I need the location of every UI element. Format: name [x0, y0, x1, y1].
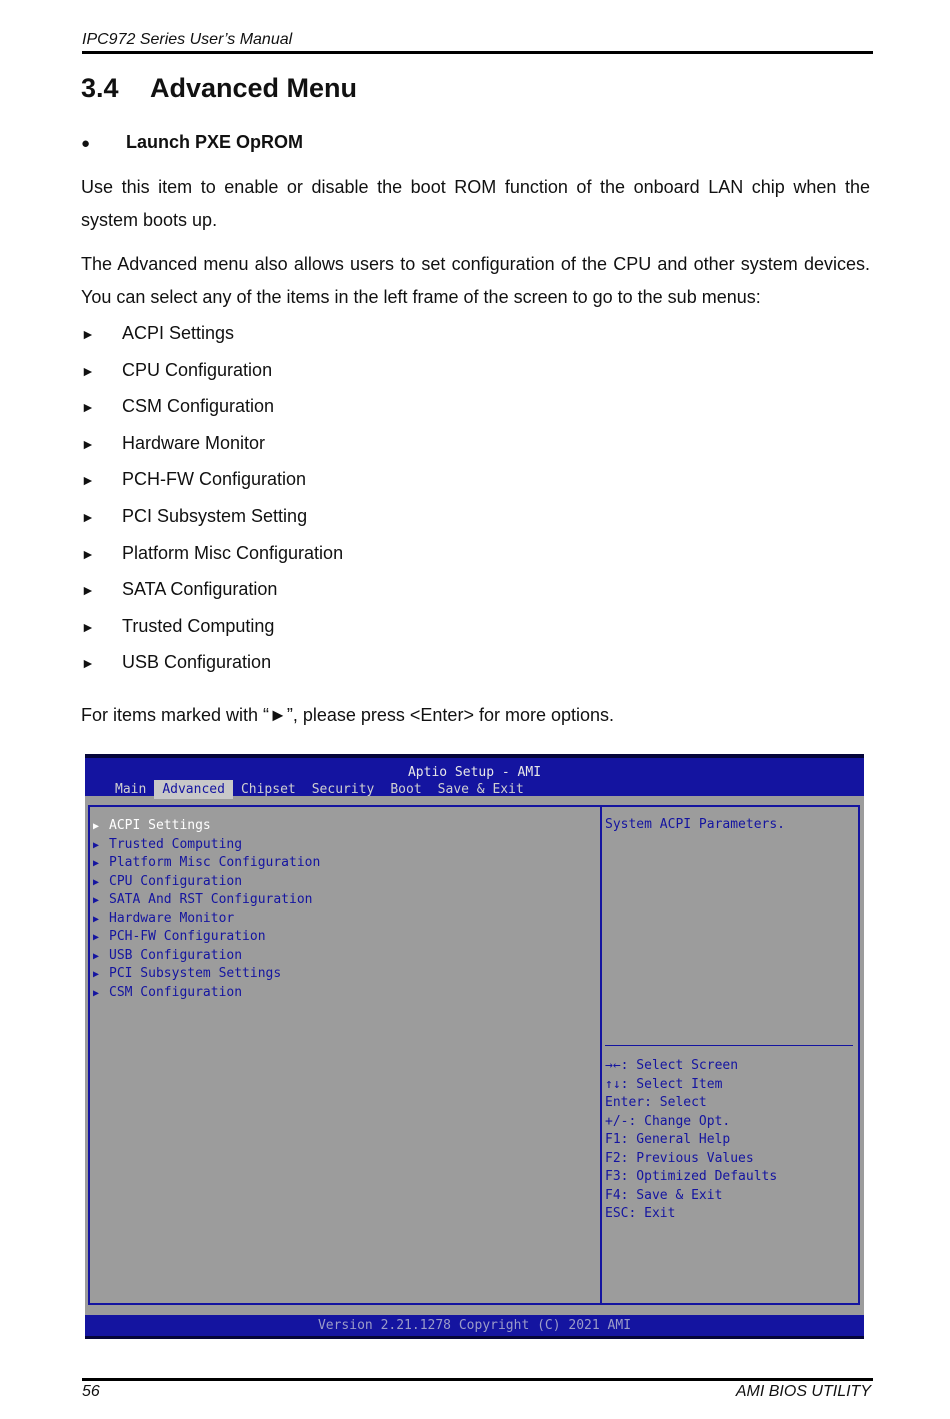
header-rule	[82, 51, 873, 54]
paragraph-pxe: Use this item to enable or disable the boot ROM function of the onboard LAN chip when the system boots up.	[81, 177, 870, 230]
bios-key-legend	[605, 1057, 777, 1224]
submenu-triangle-icon: ▶	[93, 821, 100, 832]
arrow-right-icon: ►	[81, 326, 95, 342]
arrow-right-icon: ►	[81, 582, 95, 599]
submenu-label: Platform Misc Configuration	[122, 542, 344, 563]
submenu-triangle-icon: ▶	[93, 913, 100, 925]
bios-menu-item-label: Platform Misc Configuration	[109, 855, 321, 870]
running-header: IPC972 Series User’s Manual	[82, 31, 293, 48]
submenu-label: CPU Configuration	[122, 359, 273, 380]
submenu-list-item	[81, 574, 343, 611]
bullet-heading-text: Launch PXE OpROM	[126, 132, 304, 152]
bios-tab-chipset[interactable]: Chipset	[240, 782, 296, 797]
bios-menu-item-label: PCI Subsystem Settings	[109, 966, 282, 981]
submenu-list-item	[81, 464, 343, 501]
bios-menu-item-label: ACPI Settings	[109, 818, 211, 833]
bios-menu-item-label: USB Configuration	[109, 947, 243, 963]
section-title	[81, 73, 357, 104]
bios-tab-main[interactable]: Main	[115, 782, 147, 797]
footer-rule	[82, 1378, 873, 1381]
submenu-label: PCH-FW Configuration	[122, 469, 307, 490]
bios-key-hint: →←: Select Screen	[605, 1058, 739, 1073]
bios-menu-item[interactable]	[93, 928, 320, 947]
note-text: For items marked with “►”, please press <Enter> for more options.	[81, 705, 615, 725]
bios-key-hint: F1: General Help	[605, 1132, 731, 1147]
submenu-triangle-icon: ▶	[93, 839, 100, 851]
submenu-triangle-icon: ▶	[93, 987, 100, 999]
bios-screenshot	[85, 754, 864, 1339]
submenu-list-item	[81, 428, 343, 465]
submenu-list	[81, 318, 343, 684]
submenu-label: Hardware Monitor	[122, 432, 266, 453]
bios-key-hint: F3: Optimized Defaults	[605, 1169, 778, 1184]
bios-status-bar	[85, 1315, 864, 1339]
submenu-label: Trusted Computing	[122, 615, 275, 636]
arrow-right-icon: ►	[81, 472, 95, 489]
bios-key-hint: F2: Previous Values	[605, 1150, 754, 1166]
bios-menu-item-label: CPU Configuration	[109, 873, 243, 889]
arrow-right-icon: ►	[81, 618, 95, 635]
bios-menu-item[interactable]	[93, 984, 320, 1003]
submenu-list-item	[81, 647, 343, 684]
section-number: 3.4	[81, 73, 119, 103]
bios-menu-item-label: SATA And RST Configuration	[109, 892, 313, 907]
bios-key-hint: ↑↓: Select Item	[605, 1076, 723, 1092]
submenu-label: USB Configuration	[122, 652, 272, 673]
submenu-triangle-icon: ▶	[93, 950, 100, 962]
page-number: 56	[82, 1383, 100, 1400]
submenu-triangle-icon: ▶	[93, 895, 100, 906]
arrow-right-icon: ►	[81, 399, 95, 416]
section-heading: Advanced Menu	[150, 73, 358, 103]
submenu-triangle-icon: ▶	[93, 932, 100, 943]
bios-menu-item-label: PCH-FW Configuration	[109, 929, 266, 944]
bios-tab-advanced[interactable]: Advanced	[154, 780, 233, 799]
submenu-label: CSM Configuration	[122, 396, 275, 417]
bios-menu-item[interactable]	[93, 873, 320, 892]
submenu-label: PCI Subsystem Setting	[122, 505, 308, 526]
submenu-list-item	[81, 611, 343, 648]
submenu-list-item	[81, 355, 343, 392]
arrow-right-icon: ►	[81, 435, 95, 452]
bios-menu-item-label: CSM Configuration	[109, 984, 243, 1000]
footer-section: AMI BIOS UTILITY	[735, 1383, 871, 1400]
bullet-heading	[81, 132, 303, 153]
bios-key-hint: Enter: Select	[605, 1095, 707, 1110]
submenu-triangle-icon: ▶	[93, 969, 100, 980]
bios-menu-bar	[107, 780, 532, 799]
bios-help-divider	[605, 1045, 853, 1046]
bios-item-list	[93, 817, 320, 1002]
bios-menu-item[interactable]	[93, 836, 320, 855]
bios-tab-boot[interactable]: Boot	[390, 782, 422, 797]
submenu-list-item	[81, 501, 343, 538]
submenu-triangle-icon: ▶	[93, 876, 100, 888]
arrow-right-icon: ►	[81, 545, 95, 562]
bios-tab-security[interactable]: Security	[311, 782, 375, 797]
submenu-label: SATA Configuration	[122, 579, 278, 600]
arrow-right-icon: ►	[81, 655, 95, 672]
arrow-right-icon: ►	[81, 362, 95, 379]
bios-tab-save-exit[interactable]: Save & Exit	[437, 782, 524, 797]
bios-help-text: System ACPI Parameters.	[605, 817, 786, 832]
bios-menu-item[interactable]	[93, 947, 320, 966]
submenu-triangle-icon: ▶	[93, 858, 100, 869]
submenu-list-item	[81, 538, 343, 575]
bios-menu-item[interactable]	[93, 891, 320, 910]
bios-title: Aptio Setup - AMI	[407, 765, 542, 780]
bios-menu-item[interactable]	[93, 965, 320, 984]
submenu-list-item	[81, 318, 343, 355]
bios-menu-item[interactable]	[93, 817, 320, 836]
bios-items-panel	[88, 805, 602, 1305]
arrow-right-icon: ►	[81, 508, 95, 525]
bios-menu-item-label: Hardware Monitor	[109, 910, 235, 926]
paragraph-advanced: The Advanced menu also allows users to set configuration of the CPU and other system devices. You can select any of the items in the left frame of the screen to go to the sub menus:	[81, 254, 870, 307]
bios-menu-item[interactable]	[93, 854, 320, 873]
bios-help-panel	[602, 805, 860, 1305]
bios-menu-item[interactable]	[93, 910, 320, 929]
bios-menu-item-label: Trusted Computing	[109, 836, 243, 852]
submenu-label: ACPI Settings	[122, 323, 235, 343]
bios-key-hint: F4: Save & Exit	[605, 1187, 723, 1203]
bios-title-bar	[85, 754, 864, 796]
bullet-dot-icon: ●	[81, 135, 91, 152]
submenu-list-item	[81, 391, 343, 428]
bios-key-hint: +/-: Change Opt.	[605, 1113, 731, 1129]
bios-key-hint: ESC: Exit	[605, 1206, 676, 1221]
bios-version: Version 2.21.1278 Copyright (C) 2021 AMI	[317, 1318, 632, 1333]
